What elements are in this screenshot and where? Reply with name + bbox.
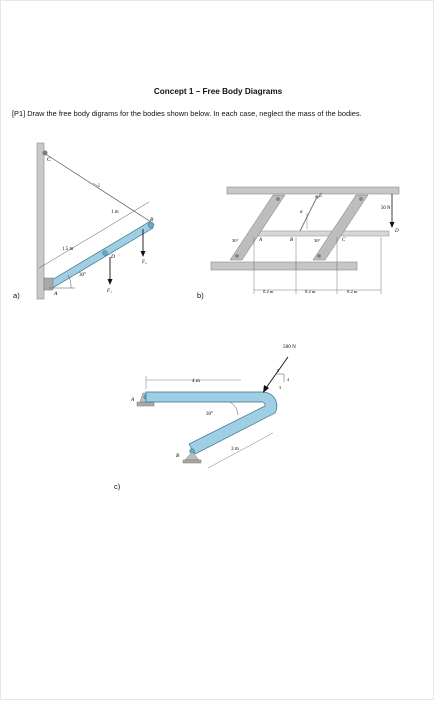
figure-c xyxy=(1,1,434,701)
page-title: Concept 1 – Free Body Diagrams xyxy=(153,87,283,96)
label-slope-4: 4 xyxy=(287,377,290,382)
label-length-3m: 3 m xyxy=(231,446,239,452)
support-a-base xyxy=(137,402,154,406)
support-b-base xyxy=(183,460,201,463)
problem-statement: [P1] Draw the free body digrams for the bodies shown below. In each case, neglect the mass of the bodies. xyxy=(12,109,362,118)
label-point-b: B xyxy=(290,238,294,243)
label-angle-30: 30° xyxy=(206,412,213,417)
label-slope-3: 3 xyxy=(279,385,282,390)
angle-arc-c xyxy=(230,402,238,415)
label-force-50n: 50 N xyxy=(381,206,391,211)
label-length-1m: 1 m xyxy=(111,210,119,215)
label-point-d: D xyxy=(395,229,399,234)
label-point-a: A xyxy=(259,238,263,243)
label-point-a: A xyxy=(131,397,135,403)
label-point-a: A xyxy=(54,291,58,297)
label-length-4m: 4 m xyxy=(192,378,200,384)
bent-member xyxy=(146,392,277,454)
part-label-c: c) xyxy=(114,482,121,491)
label-dim-2: 0.2 m xyxy=(305,289,316,294)
label-force-f2: F₂ xyxy=(142,260,147,265)
label-slope-5: 5 xyxy=(277,368,280,373)
label-angle-30-1: 30° xyxy=(232,238,239,243)
label-point-c: C xyxy=(342,238,346,243)
part-label-a: a) xyxy=(13,291,20,300)
label-point-b: B xyxy=(176,453,180,459)
slope-triangle xyxy=(277,374,284,382)
label-point-e: E xyxy=(319,194,323,199)
label-length-1-5m: 1.5 m xyxy=(62,247,74,252)
label-alpha: α xyxy=(300,210,303,215)
label-force-f1: F₁ xyxy=(107,289,112,294)
label-force-500n: 500 N xyxy=(283,344,296,350)
label-point-c: C xyxy=(47,157,51,163)
label-point-b: B xyxy=(150,217,154,223)
label-dim-3: 0.2 m xyxy=(347,289,358,294)
label-dim-1: 0.2 m xyxy=(263,289,274,294)
part-label-b: b) xyxy=(197,291,204,300)
label-angle-30-2: 30° xyxy=(314,238,321,243)
force-500n-arrowhead xyxy=(263,385,269,393)
label-point-d: D xyxy=(111,254,115,260)
label-angle-30: 30° xyxy=(79,273,86,278)
